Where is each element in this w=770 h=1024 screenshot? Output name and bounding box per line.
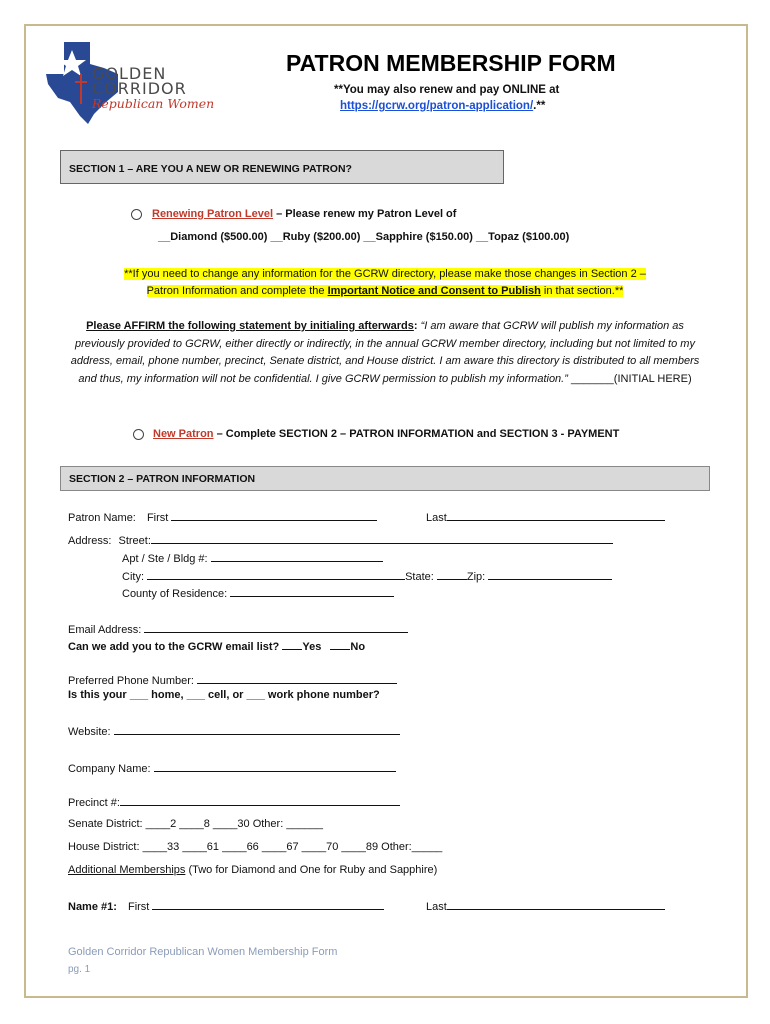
renewing-patron-radio[interactable]: [131, 209, 142, 220]
precinct-field[interactable]: [120, 794, 400, 806]
name1-last-row: [426, 898, 665, 913]
online-note: **You may also renew and pay ONLINE at: [334, 84, 560, 96]
patron-levels[interactable]: __Diamond ($500.00) __Ruby ($200.00) __Sapphire ($150.00) __Topaz ($100.00): [158, 231, 570, 243]
company-field[interactable]: [154, 760, 396, 772]
affirm-text: “I am aware that GCRW will publish my information as previously provided to GCRW, either directly or indirectly, in the annual GCRW member directory, including but not limited to my address, email, phone number, precinct, Senate district, and House district. I am aware this directory is distributed to all members and thus, my information will not be confidential. I give GCRW permission to publish my information.”: [70, 320, 700, 385]
state-field[interactable]: [437, 568, 467, 580]
first-name-label: First: [146, 512, 169, 524]
page-title: PATRON MEMBERSHIP FORM: [286, 50, 616, 76]
senate-district-row[interactable]: Senate District: ____2 ____8 ____30 Other: ______: [68, 818, 324, 830]
notice-consent-label: Important Notice and Consent to Publish: [327, 285, 541, 297]
additional-memberships: [68, 864, 437, 876]
additional-memberships-note: (Two for Diamond and One for Ruby and Sapphire): [185, 864, 438, 876]
street-row: [68, 532, 613, 547]
affirm-colon: :: [413, 320, 421, 332]
section2-header: SECTION 2 – PATRON INFORMATION: [60, 466, 710, 491]
last-name-field[interactable]: [447, 509, 665, 521]
logo-republican-women: Republican Women: [92, 96, 215, 111]
company-label: Company Name:: [68, 763, 151, 775]
city-field[interactable]: [147, 568, 405, 580]
name1-last-label: Last: [426, 901, 447, 913]
name1-last-field[interactable]: [447, 898, 665, 910]
patron-name-label: Patron Name:: [68, 512, 136, 524]
zip-field[interactable]: [488, 568, 612, 580]
new-patron-label: New Patron: [153, 428, 214, 440]
notice-line2-pre: Patron Information and complete the: [146, 285, 328, 297]
apt-row: [122, 550, 383, 565]
renewing-patron-label: Renewing Patron Level: [152, 208, 274, 220]
section1-header: SECTION 1 – ARE YOU A NEW OR RENEWING PATRON?: [60, 150, 504, 184]
email-field[interactable]: [144, 621, 408, 633]
new-patron-line: [153, 428, 619, 440]
last-name-row: [426, 509, 665, 524]
house-district-row[interactable]: House District: ____33 ____61 ____66 ____67 ____70 ____89 Other:_____: [68, 841, 443, 853]
email-yes-field[interactable]: [282, 638, 302, 650]
apt-field[interactable]: [211, 550, 383, 562]
phone-row: [68, 672, 397, 687]
company-row: [68, 760, 396, 775]
email-label: Email Address:: [68, 624, 142, 636]
page-number: pg. 1: [68, 964, 91, 975]
apt-label: Apt / Ste / Bldg #:: [122, 553, 208, 565]
county-row: [122, 585, 394, 600]
website-field[interactable]: [114, 723, 400, 735]
logo-text: [92, 66, 214, 112]
phone-field[interactable]: [197, 672, 397, 684]
affirm-label: Please AFFIRM the following statement by initialing afterwards: [86, 320, 414, 332]
name1-row: [68, 898, 384, 913]
patron-application-link[interactable]: https://gcrw.org/patron-application/: [340, 100, 534, 112]
phone-label: Preferred Phone Number:: [68, 675, 194, 687]
city-row: [122, 568, 612, 583]
notice-line2-post: in that section.**: [540, 285, 624, 297]
name1-first-label: First: [127, 901, 150, 913]
phone-type-question[interactable]: Is this your ___ home, ___ cell, or ___ work phone number?: [68, 689, 380, 701]
footer-title: Golden Corridor Republican Women Membership Form: [68, 946, 338, 958]
additional-memberships-label: Additional Memberships: [68, 864, 186, 876]
zip-label: Zip:: [466, 571, 486, 583]
county-label: County of Residence:: [122, 588, 228, 600]
email-list-question: Can we add you to the GCRW email list?: [68, 641, 280, 653]
affirm-initial[interactable]: _______(INITIAL HERE): [567, 372, 692, 385]
directory-change-notice: [70, 266, 700, 300]
website-label: Website:: [68, 726, 111, 738]
link-suffix: .**: [533, 100, 546, 112]
name1-first-field[interactable]: [152, 898, 384, 910]
renewing-patron-line: [152, 208, 456, 220]
last-name-label: Last: [426, 512, 447, 524]
street-field[interactable]: [151, 532, 613, 544]
county-field[interactable]: [230, 585, 394, 597]
first-name-field[interactable]: [171, 509, 377, 521]
name1-label: Name #1:: [68, 901, 117, 913]
address-label: Address:: [68, 535, 112, 547]
renewing-patron-text: – Please renew my Patron Level of: [273, 208, 457, 220]
email-yes-label: Yes: [302, 641, 322, 653]
notice-line1: **If you need to change any information for the GCRW directory, please make those changes in Section 2 –: [124, 268, 646, 280]
website-row: [68, 723, 400, 738]
online-link-line: [340, 100, 545, 112]
patron-name-row: [68, 509, 377, 524]
precinct-row: [68, 794, 400, 809]
email-no-label: No: [350, 641, 366, 653]
logo-corridor: CORRIDOR: [92, 79, 187, 98]
precinct-label: Precinct #:: [68, 797, 120, 809]
email-row: [68, 621, 408, 636]
street-label: Street:: [118, 535, 151, 547]
logo-golden: GOLDEN: [92, 64, 167, 83]
new-patron-radio[interactable]: [133, 429, 144, 440]
affirm-statement: [62, 318, 708, 388]
city-label: City:: [122, 571, 144, 583]
email-list-row: [68, 638, 365, 653]
new-patron-text: – Complete SECTION 2 – PATRON INFORMATION and SECTION 3 - PAYMENT: [213, 428, 620, 440]
state-label: State:: [405, 571, 434, 583]
email-no-field[interactable]: [330, 638, 350, 650]
